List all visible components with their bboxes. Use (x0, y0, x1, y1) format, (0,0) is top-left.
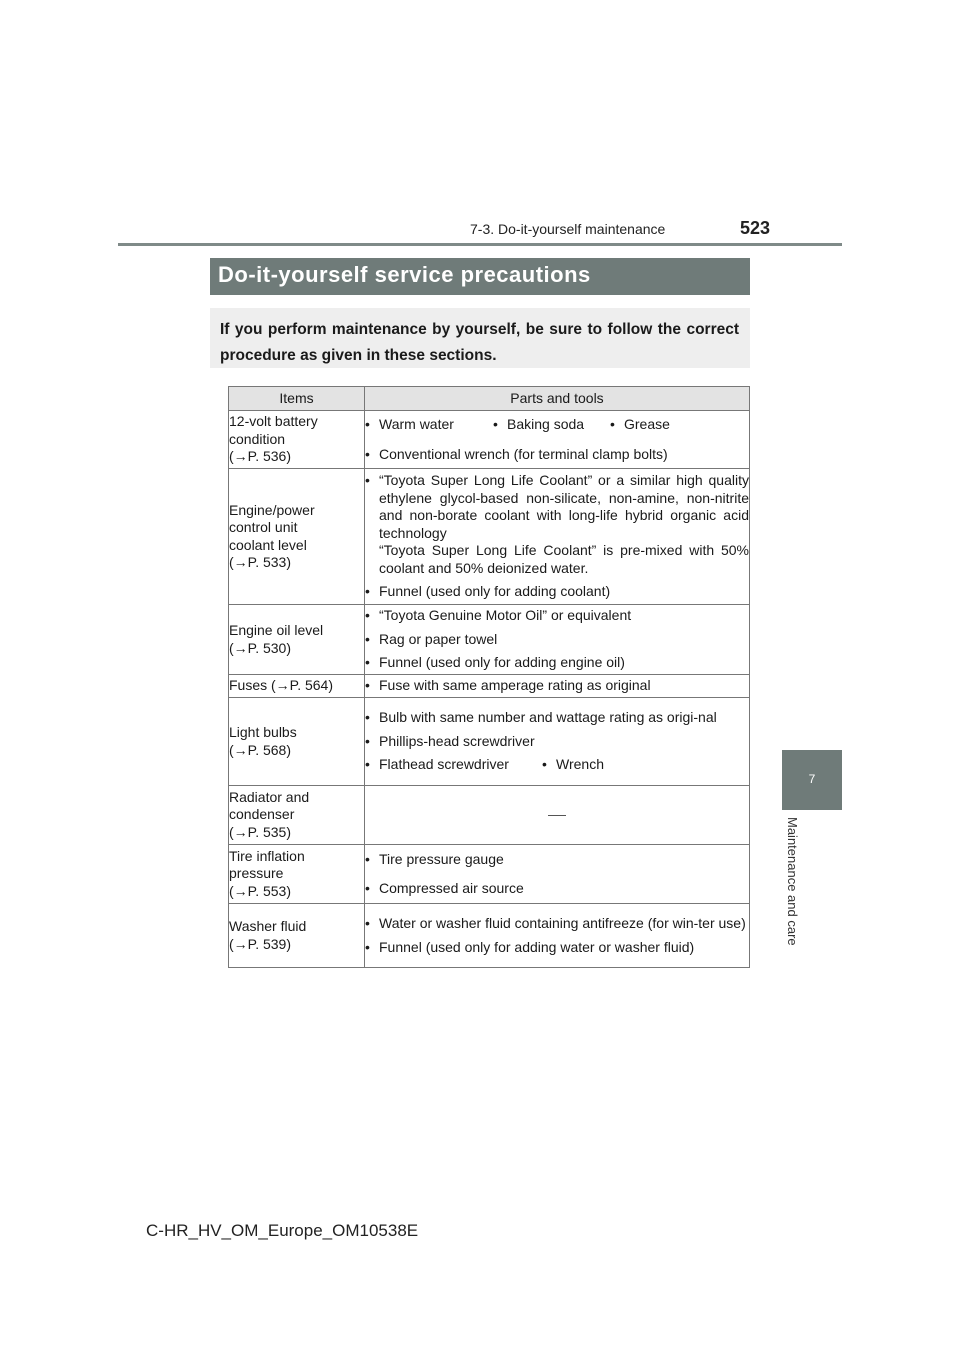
item-line: (→P. 568) (229, 741, 291, 758)
part-item: Warm water (379, 415, 454, 432)
table-row (229, 675, 750, 698)
item-line: pressure (229, 865, 284, 882)
header-rule (118, 243, 842, 246)
part-item: Grease (624, 415, 670, 432)
table-row (229, 469, 750, 605)
part-item: Phillips-head screwdriver (379, 732, 535, 749)
table-row (229, 605, 750, 675)
item-line: Engine oil level (229, 622, 324, 638)
item-cell (229, 469, 365, 605)
part-item: “Toyota Genuine Motor Oil” or equivalent (379, 607, 632, 624)
parts-cell-empty (365, 786, 750, 845)
parts-cell: • Warm water • Baking soda • Grease • Conventional wrench (for terminal clamp bolts) (365, 411, 750, 469)
part-item: Tire pressure gauge (379, 850, 504, 867)
parts-cell: • Water or washer fluid containing antifreeze (for win-ter use) • Funnel (used only for adding water or washer fluid) (365, 904, 750, 968)
item-cell (229, 904, 365, 968)
parts-cell: • “Toyota Genuine Motor Oil” or equivalent • Rag or paper towel • Funnel (used only for adding engine oil) (365, 605, 750, 675)
table-row (229, 411, 750, 469)
item-cell (229, 698, 365, 786)
table-row (229, 845, 750, 904)
chapter-number: 7 (808, 772, 816, 786)
item-line: (→P. 533) (229, 554, 291, 570)
item-line: Fuses (→P. 564) (229, 677, 334, 694)
parts-cell: • Tire pressure gauge • Compressed air source (365, 845, 750, 904)
table-row (229, 786, 750, 845)
part-item: Fuse with same amperage rating as original (379, 677, 651, 694)
part-note: “Toyota Super Long Life Coolant” is pre-mixed with 50% coolant and 50% deionized water. (379, 542, 749, 576)
part-item: Compressed air source (379, 880, 524, 896)
item-line: Engine/power (229, 501, 315, 518)
item-cell (229, 845, 365, 904)
item-line: (→P. 553) (229, 882, 291, 899)
item-line: Light bulbs (229, 724, 297, 740)
none-dash (548, 815, 566, 816)
inline-parts: • Warm water • Baking soda • Grease (365, 415, 670, 432)
item-line: condenser (229, 806, 295, 823)
part-item: Conventional wrench (for terminal clamp bolts) (379, 446, 668, 462)
page-title: Do-it-yourself service precautions (210, 258, 750, 295)
table-header-row (229, 387, 750, 411)
part-item: Funnel (used only for adding water or washer fluid) (379, 938, 695, 955)
item-line: (→P. 530) (229, 639, 291, 656)
chapter-label: Maintenance and care (785, 817, 800, 946)
parts-cell: • “Toyota Super Long Life Coolant” or a similar high quality ethylene glycol-based non-silicate, non-amine, non-nitrite and non-borate coolant with long-life hybrid organic acid technology “Toyota Super Long Life Coolant” is pre-mixed with 50% coolant and 50% deionized water. • Funnel (used only for adding coolant) (365, 469, 750, 605)
parts-cell: • Fuse with same amperage rating as original (365, 675, 750, 698)
item-cell (229, 786, 365, 845)
item-line: condition (229, 430, 286, 447)
part-item: Funnel (used only for adding engine oil) (379, 654, 625, 671)
service-table (228, 386, 750, 968)
item-cell (229, 411, 365, 469)
part-item: Rag or paper towel (379, 630, 498, 647)
item-line: (→P. 535) (229, 823, 291, 840)
item-line: (→P. 539) (229, 935, 291, 952)
part-item: Water or washer fluid containing antifreeze (for win-ter use) (379, 915, 746, 931)
item-line: control unit (229, 519, 298, 535)
item-line: Washer fluid (229, 918, 307, 934)
item-line: 12-volt battery (229, 413, 318, 430)
page-number: 523 (740, 218, 771, 238)
item-line: Radiator and (229, 788, 310, 805)
part-item: “Toyota Super Long Life Coolant” or a similar high quality ethylene glycol-based non-silicate, non-amine, non-nitrite and non-borate coolant with long-life hybrid organic acid technology (379, 472, 749, 541)
document-code: C-HR_HV_OM_Europe_OM10538E (146, 1221, 419, 1240)
table-row (229, 698, 750, 786)
section-heading: 7-3. Do-it-yourself maintenance (470, 221, 666, 237)
item-line: coolant level (229, 536, 307, 553)
item-cell (229, 605, 365, 675)
part-item: Baking soda (507, 415, 585, 432)
item-line: Tire inflation (229, 847, 305, 864)
inline-parts: • Flathead screwdriver • Wrench (365, 756, 604, 773)
part-item: Funnel (used only for adding coolant) (379, 583, 611, 600)
parts-cell: • Bulb with same number and wattage rating as origi-nal • Phillips-head screwdriver • Flathead screwdriver • Wrench (365, 698, 750, 786)
column-header-parts: Parts and tools (365, 387, 750, 411)
item-cell (229, 675, 365, 698)
part-item: Flathead screwdriver (379, 756, 509, 773)
item-line: (→P. 536) (229, 448, 291, 465)
table-row (229, 904, 750, 968)
part-item: Wrench (556, 756, 604, 773)
intro-text: If you perform maintenance by yourself, be sure to follow the correct procedure as given in these sections. (210, 308, 750, 368)
column-header-items: Items (229, 387, 365, 411)
part-item: Bulb with same number and wattage rating as origi-nal (379, 709, 717, 726)
